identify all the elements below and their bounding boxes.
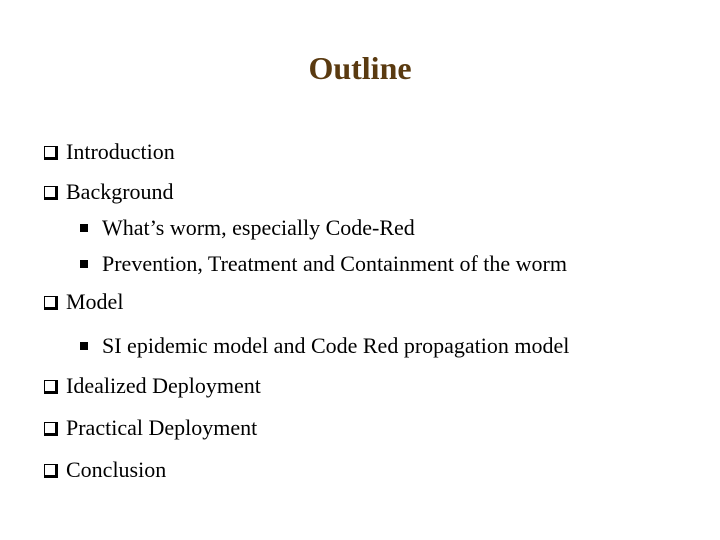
checkbox-bullet-icon xyxy=(44,380,58,394)
outline-item-conclusion xyxy=(44,457,166,483)
square-bullet-icon xyxy=(80,224,88,232)
checkbox-bullet-icon xyxy=(44,464,58,478)
outline-item-label: Introduction xyxy=(66,139,175,164)
checkbox-bullet-icon xyxy=(44,296,58,310)
outline-subitem-label: SI epidemic model and Code Red propagation model xyxy=(102,333,570,358)
outline-item-background xyxy=(44,179,174,205)
outline-subitem-worm xyxy=(80,215,415,241)
outline-subitem-prevention xyxy=(80,251,567,277)
outline-item-label: Idealized Deployment xyxy=(66,373,261,398)
outline-subitem-label: Prevention, Treatment and Containment of the worm xyxy=(102,251,567,276)
outline-item-model xyxy=(44,289,123,315)
square-bullet-icon xyxy=(80,260,88,268)
slide-title: Outline xyxy=(308,50,412,86)
outline-subitem-label: What’s worm, especially Code-Red xyxy=(102,215,415,240)
outline-subitem-si-model xyxy=(80,333,569,359)
square-bullet-icon xyxy=(80,342,88,350)
outline-item-idealized-deployment xyxy=(44,373,261,399)
checkbox-bullet-icon xyxy=(44,186,58,200)
outline-item-label: Background xyxy=(66,179,174,204)
outline-item-label: Practical Deployment xyxy=(66,415,258,440)
outline-item-introduction xyxy=(44,139,175,165)
outline-item-label: Model xyxy=(66,289,124,314)
outline-item-practical-deployment xyxy=(44,415,257,441)
checkbox-bullet-icon xyxy=(44,146,58,160)
outline-item-label: Conclusion xyxy=(66,457,167,482)
checkbox-bullet-icon xyxy=(44,422,58,436)
